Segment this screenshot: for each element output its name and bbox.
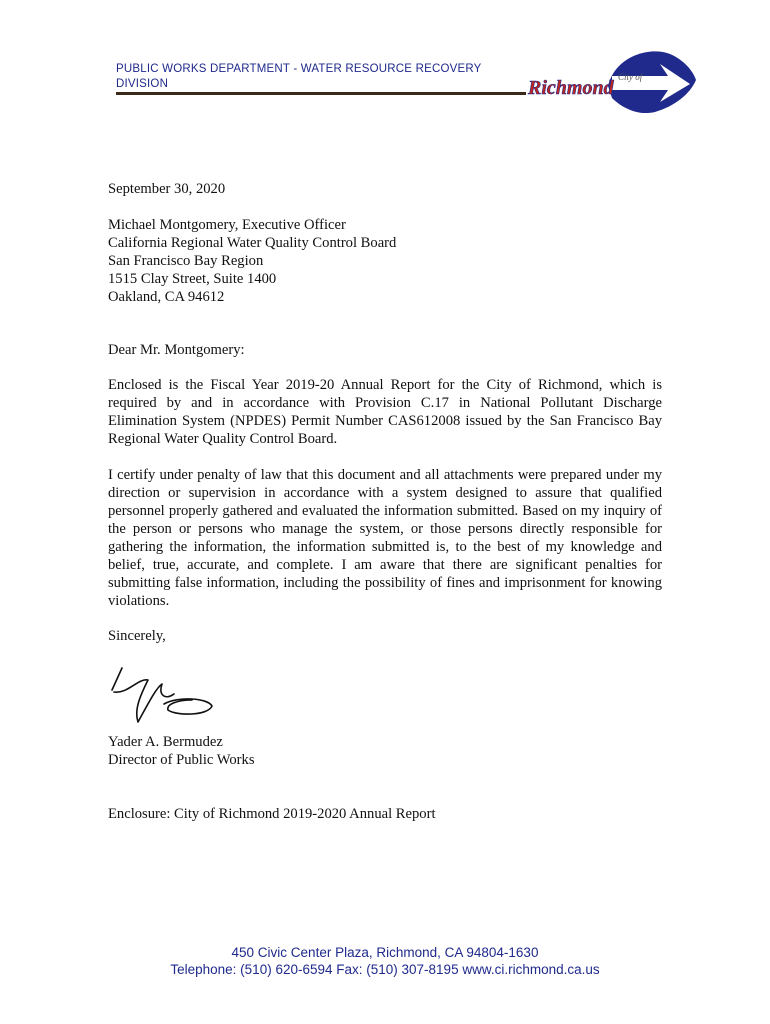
recipient-line: 1515 Clay Street, Suite 1400 [108,271,277,287]
enclosure-line: Enclosure: City of Richmond 2019-2020 Annual Report [108,806,436,822]
recipient-line: Michael Montgomery, Executive Officer [108,217,346,233]
salutation: Dear Mr. Montgomery: [108,342,245,358]
signer-name: Yader A. Bermudez [108,734,223,750]
recipient-line: California Regional Water Quality Control Board [108,235,397,251]
department-header: PUBLIC WORKS DEPARTMENT - WATER RESOURCE RECOVERY DIVISION [116,63,482,90]
paragraph-certification: I certify under penalty of law that this document and all attachments were prepared under my direction or supervision in accordance with a system designed to assure that qualified personnel properly gathered and evaluated the information submitted. Based on my inquiry of the person or persons who manage the system, or those persons directly responsible for gathering the information, the information submitted is, to the best of my knowledge and belief, true, accurate, and complete. I am aware that there are significant penalties for submitting false information, including the possibility of fines and imprisonment for knowing violations. [108,467,662,609]
logo-small-text: City of [618,72,643,82]
signer-block [108,733,662,769]
footer-address: 450 Civic Center Plaza, Richmond, CA 94804-1630 [231,945,539,960]
city-of-richmond-logo [520,46,700,116]
logo-wordmark: Richmond [528,77,614,99]
recipient-line: Oakland, CA 94612 [108,289,225,305]
recipient-line: San Francisco Bay Region [108,253,264,269]
paragraph-enclosed-report: Enclosed is the Fiscal Year 2019-20 Annual Report for the City of Richmond, which is required by and in accordance with Provision C.17 in National Pollutant Discharge Elimination System (NPDES) Permit Number CAS612008 issued by the San Francisco Bay Regional Water Quality Control Board. [108,377,662,447]
recipient-address [108,216,662,306]
signer-title: Director of Public Works [108,752,255,768]
footer-contact: Telephone: (510) 620-6594 Fax: (510) 307-8195 www.ci.richmond.ca.us [170,962,600,977]
handwritten-signature [108,660,218,730]
header-rule [116,92,526,95]
closing: Sincerely, [108,628,166,644]
letter-date: September 30, 2020 [108,181,226,197]
